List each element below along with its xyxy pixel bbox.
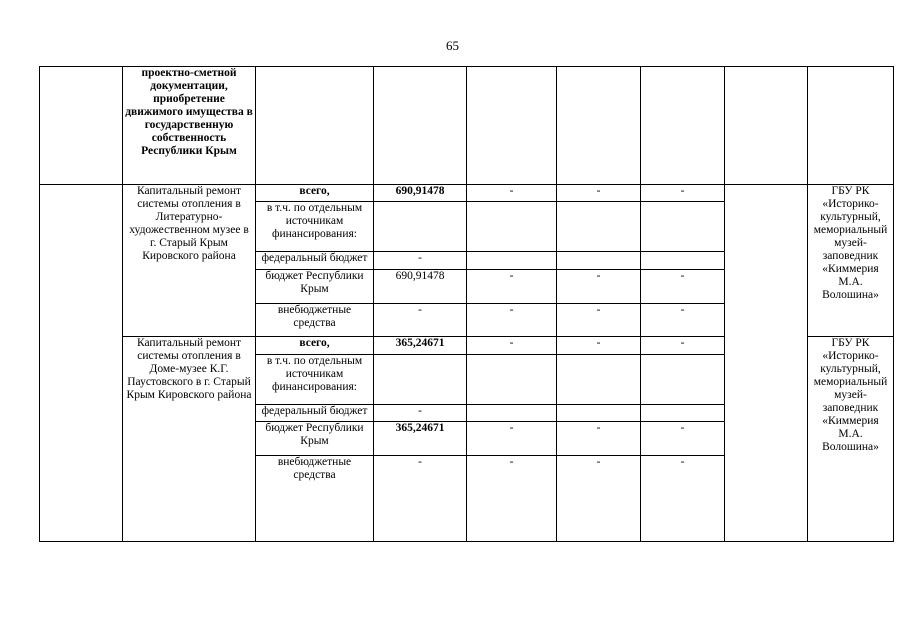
value-cell: [725, 67, 808, 185]
funding-source: внебюджетные средства: [256, 303, 374, 337]
amount-value: [641, 404, 725, 421]
index-cell: [40, 67, 123, 185]
amount-value: [557, 404, 641, 421]
funding-source: бюджет Республики Крым: [256, 269, 374, 303]
amount-value: -: [557, 337, 641, 354]
funding-source: в т.ч. по отдельным источникам финансирования:: [256, 354, 374, 404]
funding-source: бюджет Республики Крым: [256, 422, 374, 456]
amount-value: -: [374, 303, 467, 337]
value-cell: [374, 67, 467, 185]
amount-value: [557, 202, 641, 252]
amount-value: -: [467, 456, 557, 542]
amount-value: [467, 404, 557, 421]
value-cell: [467, 67, 557, 185]
amount-value: -: [374, 404, 467, 421]
amount-value: -: [641, 303, 725, 337]
executor-cell: ГБУ РК «Историко-культурный, мемориальный музей-заповедник «Киммерия М.А. Волошина»: [808, 337, 894, 542]
amount-value: -: [641, 269, 725, 303]
amount-value: -: [467, 185, 557, 202]
amount-value: -: [467, 422, 557, 456]
amount-value: -: [467, 337, 557, 354]
amount-value: [467, 202, 557, 252]
amount-value: -: [557, 456, 641, 542]
amount-value: -: [557, 269, 641, 303]
value-cell: [641, 67, 725, 185]
amount-value: [557, 252, 641, 269]
amount-value: [467, 252, 557, 269]
funding-source: всего,: [256, 337, 374, 354]
amount-value: 365,24671: [374, 422, 467, 456]
measure-description: Капитальный ремонт системы отопления в Литературно-художественном музее в г. Старый Крым Кировского района: [123, 185, 256, 337]
executor-cell: ГБУ РК «Историко-культурный, мемориальный музей-заповедник «Киммерия М.А. Волошина»: [808, 185, 894, 337]
amount-value: -: [374, 456, 467, 542]
page-number: 65: [446, 38, 459, 53]
empty-cell: [725, 185, 808, 542]
amount-value: 690,91478: [374, 269, 467, 303]
funding-source: всего,: [256, 185, 374, 202]
amount-value: [374, 202, 467, 252]
amount-value: -: [641, 422, 725, 456]
amount-value: -: [467, 303, 557, 337]
table-row: [40, 185, 894, 202]
amount-value: [641, 202, 725, 252]
amount-value: [641, 252, 725, 269]
funding-source: федеральный бюджет: [256, 252, 374, 269]
program-table: [39, 66, 894, 542]
funding-source: в т.ч. по отдельным источникам финансирования:: [256, 202, 374, 252]
amount-value: -: [374, 252, 467, 269]
continuation-row: [40, 67, 894, 185]
amount-value: -: [557, 185, 641, 202]
index-cell: [40, 185, 123, 542]
amount-value: [467, 354, 557, 404]
amount-value: -: [641, 185, 725, 202]
amount-value: [557, 354, 641, 404]
source-cell: [256, 67, 374, 185]
funding-source: федеральный бюджет: [256, 404, 374, 421]
amount-value: -: [467, 269, 557, 303]
amount-value: -: [641, 456, 725, 542]
amount-value: [374, 354, 467, 404]
amount-value: 690,91478: [374, 185, 467, 202]
amount-value: -: [641, 337, 725, 354]
amount-value: -: [557, 303, 641, 337]
funding-source: внебюджетные средства: [256, 456, 374, 542]
amount-value: [641, 354, 725, 404]
amount-value: 365,24671: [374, 337, 467, 354]
measure-description: Капитальный ремонт системы отопления в Доме-музее К.Г. Паустовского в г. Старый Крым Кировского района: [123, 337, 256, 542]
measure-description: проектно-сметной документации, приобретение движимого имущества в государственную собственность Республики Крым: [123, 67, 256, 185]
value-cell: [557, 67, 641, 185]
amount-value: -: [557, 422, 641, 456]
executor-cell: [808, 67, 894, 185]
